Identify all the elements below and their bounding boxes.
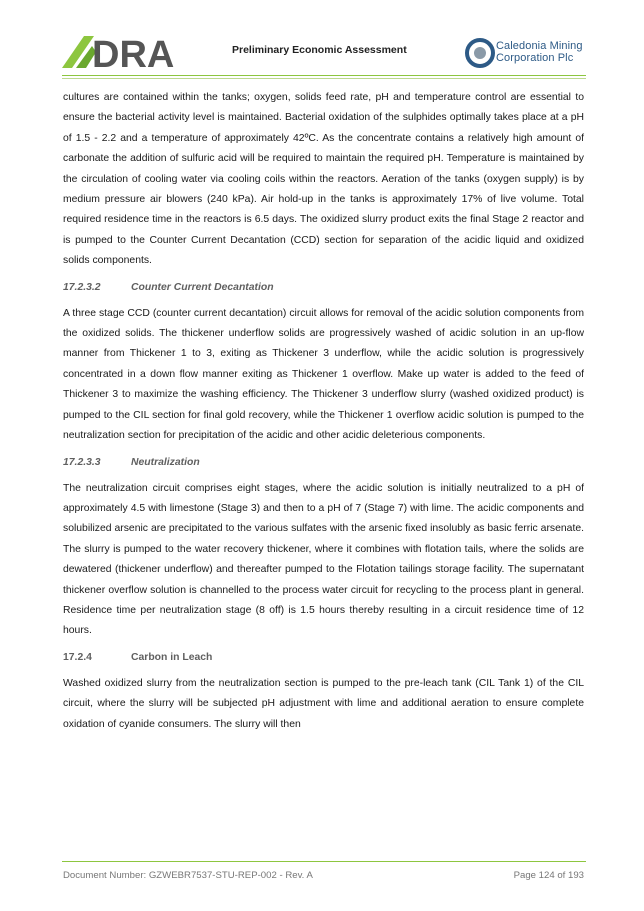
dra-logo xyxy=(62,34,197,70)
header-rule-thin xyxy=(62,78,586,79)
paragraph: The neutralization circuit comprises eight stages, where the acidic solution is initially neutralized to a pH of approximately 4.5 with limestone (Stage 3) and then to a pH of 7 (Stage 7) with lime. The acidic components and solubilized arsenic are precipitated to the various sulfates with the arsenic fixed insolubly as basic ferric arsenate. The slurry is pumped to the water recovery thickener, where it combines with flotation tails, where the solids are dewatered (thickener underflow) and thereafter pumped to the Flotation tailings storage facility. The supernatant thickener overflow solution is channelled to the process water circuit for recycling to the process plant in general. Residence time per neutralization stage (8 off) is 1.5 hours thereby resulting in a circuit residence time of 12 hours. xyxy=(63,482,584,637)
section-heading xyxy=(63,650,584,666)
page-number: Page 124 of 193 xyxy=(513,870,584,881)
section-number: 17.2.3.3 xyxy=(63,456,101,468)
footer-rule xyxy=(62,861,586,862)
page-header xyxy=(0,0,644,80)
section-heading xyxy=(63,280,584,296)
section-heading xyxy=(63,455,584,471)
paragraph: cultures are contained within the tanks; oxygen, solids feed rate, pH and temperature control are essential to ensure the bacterial activity level is maintained. Bacterial oxidation of the sulphides optimally takes place at a pH of 1.5 - 2.2 and a temperature of approximately 42ºC. As the concentrate contains a relatively high amount of carbonate the addition of sulfuric acid will be required to maintain the required pH. Temperature is maintained by the circulation of cooling water via cooling coils within the reactors. Aeration of the tanks (oxygen supply) is by medium pressure air blowers (240 kPa). Air hold-up in the tanks is approximately 17% of live volume. Total required residence time in the reactors is 6.5 days. The oxidized slurry product exits the final Stage 2 reactor and is pumped to the Counter Current Decantation (CCD) section for separation of the acidic liquid and oxidized solids components. xyxy=(63,92,584,267)
caledonia-logo-text: Caledonia Mining Corporation Plc xyxy=(496,40,583,64)
section-title: Counter Current Decantation xyxy=(131,281,274,293)
paragraph: A three stage CCD (counter current decantation) circuit allows for removal of the acidic solution components from the oxidized solids. The thickener underflow solids are progressively washed of acidic solution in an up-flow manner from Thickener 1 to 3, exiting as Thickener 3 underflow, while the acidic solution is progressively concentrated in a down flow manner exiting as Thickener 1 overflow. Make up water is added to the feed of Thickener 3 to maximize the washing efficiency. The Thickener 3 underflow slurry (washed oxidized product) is pumped to the CIL section for final gold recovery, while the Thickener 1 overflow acidic solution is pumped to the neutralization section for precipitation of the acidic and other acidic deleterious components. xyxy=(63,307,584,442)
section-number: 17.2.4 xyxy=(63,651,92,663)
svg-text:DRA: DRA xyxy=(92,34,175,70)
caledonia-logo-icon xyxy=(465,38,495,68)
header-rule xyxy=(62,75,586,76)
header-title: Preliminary Economic Assessment xyxy=(232,44,407,56)
section-number: 17.2.3.2 xyxy=(63,281,101,293)
paragraph: Washed oxidized slurry from the neutralization section is pumped to the pre-leach tank (CIL Tank 1) of the CIL circuit, where the slurry will be subjected pH adjustment with lime and additional aeration to ensure complete oxidation of cyanide consumers. The slurry will then xyxy=(63,677,584,730)
document-number: Document Number: GZWEBR7537-STU-REP-002 - Rev. A xyxy=(63,870,313,881)
section-title: Neutralization xyxy=(131,456,200,468)
document-body xyxy=(63,88,584,743)
section-title: Carbon in Leach xyxy=(131,651,213,663)
